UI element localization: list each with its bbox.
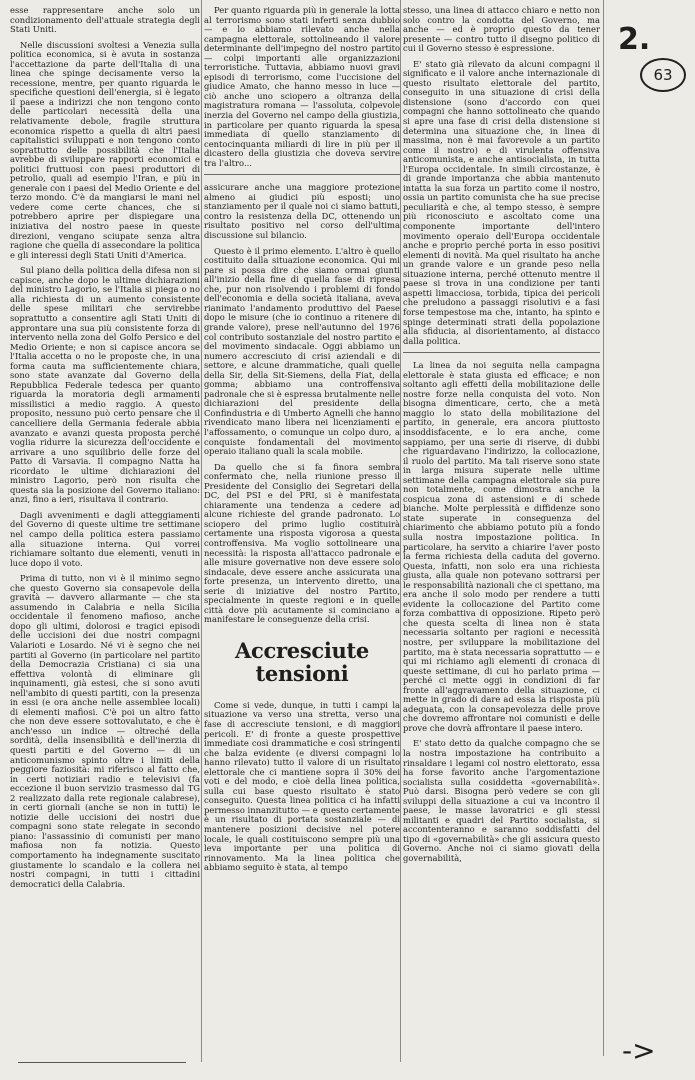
bottom-rule: [18, 1062, 186, 1063]
article-column-1: [10, 6, 200, 1060]
section-divider: [403, 352, 600, 353]
continue-arrow-icon: ->: [622, 1034, 656, 1067]
column-divider: [201, 0, 202, 1062]
paragraph: Da quello che si fa finora sembra confermato che, nella riunione presso il Presidente del Consiglio dei Segretari della DC, del PSI e del PRI, si è manifestata chiaramente una tendenza a cedere ad alcune richieste del grande padronato. Lo sciopero del primo luglio costituirà certamente una risposta vigorosa a questa controffensiva. Ma voglio sottolineare una necessità: la risposta all'attacco padronale e alle misure governative non deve essere solo sindacale, deve essere anche assicurata una forte presenza, un intervento diretto, una serie di iniziative del nostro Partito, specialmente in queste regioni e in quelle città dove più acutamente si cominciano a manifestare le conseguenze della crisi.: [204, 461, 400, 625]
headline-line-2: tensioni: [255, 660, 349, 686]
clipping-right-edge: [603, 0, 604, 1056]
section-headline: [204, 639, 400, 685]
paragraph: assicurare anche una maggiore protezione almeno ai giudici più esposti; uno stanziamento per il quale noi ci siamo battuti, contro la resistenza della DC, ottenendo un risultato positivo nel corso dell'ultima discussione sul bilancio.: [204, 182, 400, 241]
handwritten-page-number: 2.: [618, 22, 651, 57]
article-column-2: [204, 6, 400, 1060]
paragraph: Come si vede, dunque, in tutti i campi la situazione va verso una stretta, verso una fase di accresciute tensioni, e di maggiori pericoli. E' di fronte a queste prospettive immediate così drammatiche e così stringenti che balza evidente (e diversi compagni lo hanno rilevato) tutto il valore di un risultato elettorale che ci mantiene sopra il 30% dei voti e del modo, e cioè della linea politica, sulla cui base questo risultato è stato conseguito. Questa linea politica ci ha infatti permesso innanzitutto — e questo certamente è un risultato di portata sostanziale — di mantenere posizioni decisive nel potere locale, le quali costituiscono sempre più una leva importante per una politica di rinnovamento. Ma la linea politica che abbiamo seguito è stata, al tempo: [204, 699, 400, 873]
section-divider: [204, 174, 400, 175]
paragraph: La linea da noi seguita nella campagna elettorale è stata giusta ed efficace; e non soltanto agli effetti della mobilitazione delle nostre forze nella conquista del voto. Non bisogna dimenticare, certo, che a metà maggio lo stato della mobilitazione del partito, in generale, era ancora piuttosto insoddisfacente, e lo era anche, come sappiamo, per una serie di riserve, di dubbi che riguardavano l'indirizzo, la collocazione, il ruolo del partito. Ma tali riserve sono state in larga misura superate nelle ultime settimane della campagna elettorale sia pure non totalmente, come dimostra anche la cospicua zona di astensioni e di schede bianche. Molte perplessità e diffidenze sono state superate in conseguenza del chiarimento che abbiamo potuto più a fondo sulla nostra impostazione politica. In particolare, ha servito a chiarire l'aver posto la ferma richiesta della caduta del governo. Questa, infatti, non solo era una richiesta giusta, alla quale non potevano sottrarsi per le responsabilità nazionali che ci spettano, ma era anche il solo modo per rendere a tutti evidente la collocazione del Partito come forza combattiva di opposizione. Ripeto però che questa scelta di linea non è stata necessaria soltanto per ragioni e necessità nostre, per sviluppare la mobilitazione del partito, ma è stata necessaria soprattutto — e qui mi richiamo agli elementi di cronaca di queste settimane, di cui ho parlato prima — perché ci mette oggi in condizioni di far fronte all'aggravamento della situazione, ci mette in grado di dare ad essa la risposta più adeguata, con la consapevolezza delle prove che dovremo affrontare noi comunisti e delle prove che dovrà affrontare il paese intero.: [403, 360, 600, 733]
paragraph: E' stato già rilevato da alcuni compagni il significato e il valore anche internazionale di questo risultato elettorale del partito, conseguito in una situazione di crisi della distensione (sono d'accordo con quei compagni che hanno sottolineato che quando si apre una fase di crisi della distensione si determina una situazione che, in linea di massima, non è mai favorevole a un partito come il nostro) e di virulenta offensiva anticomunista, e anche antisocialista, in tutta l'Europa occidentale. In simili circostanze, è di grande importanza che abbia mantenuto intatta la sua forza un partito come il nostro, ossia un partito comunista che ha sue precise peculiarità e che, al tempo stesso, è sempre più riconosciuto e ascoltato come una componente importante dell'intero movimento operaio dell'Europa occidentale anche e proprio perché porta in esso positivi elementi di novità. Ma quel risultato ha anche un grande valore e un grande peso nella situazione interna, perché ottenuto mentre il paese si trova in una condizione per tanti aspetti limacciosa, torbida, tipica dei pericoli che preludono a passaggi risolutivi e a fasi forse tempestose ma che, intanto, ha spinto e spinge determinati strati della popolazione alla sfiducia, al disorientamento, al distacco dalla politica.: [403, 58, 600, 346]
paragraph: E' stato detto da qualche compagno che se la nostra impostazione ha contribuito a rinsaldare i legami col nostro elettorato, essa ha forse favorito anche l'argomentazione socialista sulla cosiddetta «governabilità». Può darsi. Bisogna però vedere se con gli sviluppi della situazione a cui va incontro il paese, le masse lavoratrici e gli stessi militanti e quadri del Partito socialista, si accontenteranno e saranno soddisfatti del tipo di «governabilità» che gli assicura questo Governo. Anche noi ci siamo giovati della governabilità,: [403, 738, 600, 864]
paragraph: Per quanto riguarda più in generale la lotta al terrorismo sono stati inferti senza dubbio — e lo abbiamo rilevato anche nella campagna elettorale, sottolineando il valore determinante dell'impegno del nostro partito — colpi importanti alle organizzazioni terroristiche. Tuttavia, abbiamo nuovi gravi episodi di terrorismo, come l'uccisione del giudice Amato, che hanno messo in luce — ciò anche uno sciopero a oltranza della magistratura romana — l'assoluta, colpevole inerzia del Governo nel campo della giustizia, in particolare per quanto riguarda la spesa immediata di quello stanziamento di centocinquanta miliardi di lire in più per il dicastero della giustizia che doveva servire tra l'altro...: [204, 6, 400, 168]
paragraph: Sul piano della politica della difesa non si capisce, anche dopo le ultime dichiarazioni del ministro Lagorio, se l'Italia si piega o no alla richiesta di un aumento consistente delle spese militari che servirebbe soprattutto a consentire agli Stati Uniti di approntare una sua più consistente forza di intervento nella zona del Golfo Persico e del Medio Oriente; e non si capisce ancora se l'Italia accetta o no le proposte che, in una forma cauta ma sufficientemente chiara, sono state avanzate dal Governo della Repubblica Federale tedesca per quanto riguarda la moratoria degli armamenti missilistici a medio raggio. A questo proposito, nessuno può certo pensare che il cancelliere della Germania federale abbia avanzato e avanzi questa proposta perché voglia ridurre la sicurezza dell'occidente e arrivare a uno squilibrio delle forze del Patto di Varsavia. Il compagno Natta ha ricordato le ultime dichiarazioni del ministro Lagorio, però non risulta che questa sia la posizione del Governo italiano: anzi, fino a ieri, risultava il contrario.: [10, 265, 200, 505]
paragraph: stesso, una linea di attacco chiaro e netto non solo contro la condotta del Governo, ma anche — ed è proprio questo da tener presente — contro tutto il disegno politico di cui il Governo stesso è espressione.: [403, 6, 600, 54]
paragraph: Nelle discussioni svoltesi a Venezia sulla politica economica, si è avuta in sostanza l'accettazione da parte dell'Italia di una linea che spinge decisamente verso la recessione, mentre, per quanto riguarda le specifiche questioni dell'energia, si è legato il paese a indirizzi che non tengono conto delle particolari necessità della una relativamente debole, fragile struttura economica rispetto a quella di altri paesi capitalistici sviluppati e non tengono conto soprattutto delle possibilità che l'Italia avrebbe di sviluppare rapporti economici e politici fruttuosi con paesi produttori di petrolio, quali ad esempio l'Iran, e più in generale con i paesi del Medio Oriente e del terzo mondo. C'è da mangiarsi le mani nel vedere come certe chances, che si potrebbero aprire per dispiegare una iniziativa del nostro paese in queste direzioni, vengano sciupate senza altra ragione che quella di assecondare la politica e gli interessi degli Stati Uniti d'America.: [10, 39, 200, 260]
paragraph: Questo è il primo elemento. L'altro è quello costituito dalla situazione economica. Qui mi pare si possa dire che siamo ormai giunti all'inizio della fine di quella fase di ripresa che, pur non risolvendo i problemi di fondo dell'economia e della società italiana, aveva rianimato l'andamento produttivo del Paese dopo le misure (che io continuo a ritenere di grande valore), prese nell'autunno del 1976 col contributo sostanziale del nostro partito e del movimento sindacale. Oggi abbiamo un numero accresciuto di crisi aziendali e di settore, e alcune drammatiche, quali quelle della Sir, della Sit-Siemens, della Fiat, della gomma; abbiamo una controffensiva padronale che si è espressa brutalmente nelle dichiarazioni del presidente della Confindustria e di Umberto Agnelli che hanno rivendicato mano libera nei licenziamenti e l'affossamento, o comunque un colpo duro, a conquiste fondamentali del movimento operaio italiano quali la scala mobile.: [204, 245, 400, 457]
article-column-3: [403, 6, 600, 1060]
paragraph: Dagli avvenimenti e dagli atteggiamenti del Governo di queste ultime tre settimane nel campo della politica estera passiamo alla situazione interna. Qui vorrei richiamare soltanto due elementi, venuti in luce dopo il voto.: [10, 509, 200, 568]
circled-archive-number: [640, 58, 686, 92]
paragraph: esse rappresentare anche solo un condizionamento dell'attuale strategia degli Stati Uniti.: [10, 6, 200, 35]
circled-number-text: 63: [653, 66, 673, 84]
column-divider: [400, 0, 401, 1062]
paragraph: Prima di tutto, non vi è il minimo segno che questo Governo sia consapevole della gravità — davvero allarmante — che sta assumendo in Calabria e nella Sicilia occidentale il fenomeno mafioso, anche dopo gli ultimi, dolorosi e tragici episodi delle uccisioni dei due nostri compagni Valarioti e Losardo. Né vi è segno che nei partiti al Governo (in particolare nel partito della Democrazia Cristiana) ci sia una effettiva volontà di eliminare gli inquinamenti, già estesi, che si sono avuti nell'ambito di questi partiti, con la presenza in essi (e ora anche nelle assemblee locali) di elementi mafiosi. C'è poi un altro fatto che non deve essere sottovalutato, e che è anch'esso un indice — oltreché della sordità, della insensibilità e dell'inerzia di questi partiti e del Governo — di un anticomunismo spinto oltre i limiti della peggiore faziosità: mi riferisco al fatto che, in certi notiziari radio e televisivi (fa eccezione il buon servizio trasmesso dal TG 2 realizzato dalla rete regionale calabrese), in certi giornali (anche se non in tutti) le notizie delle uccisioni dei nostri due compagni sono state relegate in secondo piano: l'assassinio di comunisti per mano mafiosa non fa notizia. Questo comportamento ha indegnamente suscitato giustamente lo scandalo e la collera nei nostri compagni, in tutti i cittadini democratici della Calabria.: [10, 573, 200, 889]
headline-line-1: Accresciute: [235, 637, 369, 663]
